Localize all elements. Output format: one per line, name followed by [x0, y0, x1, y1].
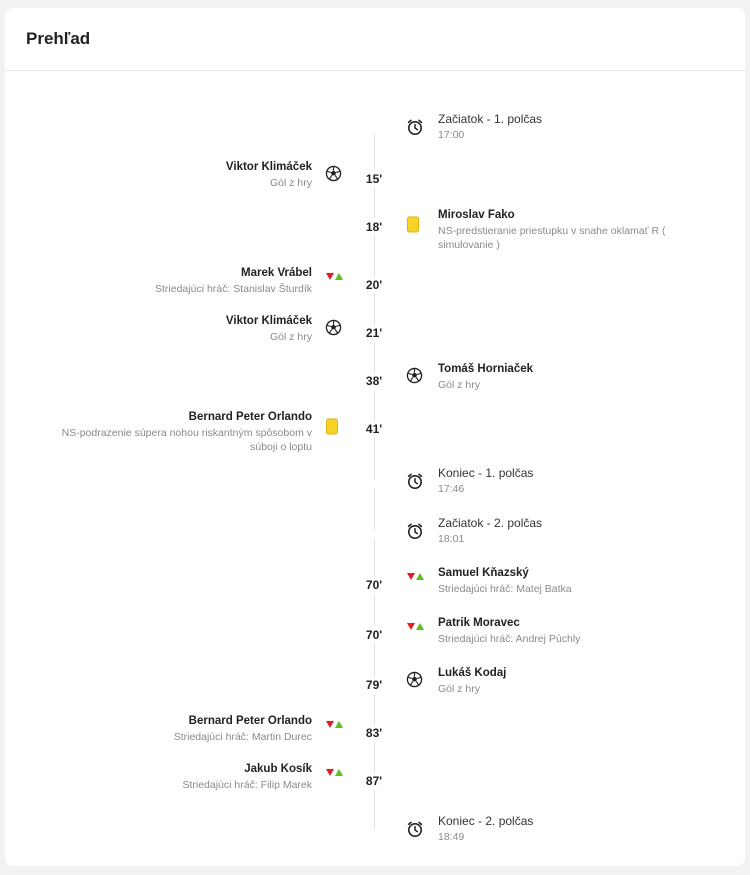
ball-icon: [325, 165, 343, 181]
player-name[interactable]: Miroslav Fako: [438, 209, 515, 221]
event-text: [182, 762, 312, 792]
event-minute: 41': [353, 420, 395, 438]
period-title: Koniec - 1. polčas: [438, 466, 534, 480]
event-text: [32, 410, 312, 454]
card-header: [5, 8, 745, 71]
yellow-card-icon: [406, 216, 424, 232]
event-text: [438, 616, 580, 646]
event-detail: Gól z hry: [438, 683, 481, 695]
event-minute: 83': [353, 724, 395, 742]
player-name[interactable]: Samuel Kňazský: [438, 567, 529, 579]
page-title: Prehľad: [26, 29, 91, 48]
substitution-icon: [406, 570, 424, 586]
event-text: [226, 160, 312, 190]
event-minute: 15': [353, 170, 395, 188]
player-name[interactable]: Viktor Klimáček: [225, 315, 312, 327]
player-name[interactable]: Patrik Moravec: [438, 617, 520, 629]
player-name[interactable]: Jakub Kosík: [244, 763, 312, 775]
yellow-event: [5, 208, 745, 251]
substitution-icon: [325, 270, 343, 286]
match-timeline: [5, 72, 745, 866]
event-text: [438, 362, 533, 392]
period-time: 18:01: [438, 533, 465, 545]
goal-event: [5, 666, 745, 706]
player-name[interactable]: Bernard Peter Orlando: [188, 715, 312, 727]
event-minute: 21': [353, 324, 395, 342]
event-detail: Gól z hry: [269, 331, 312, 343]
goal-event: [5, 362, 745, 402]
sub-event: [5, 566, 745, 606]
overview-card: [5, 8, 745, 866]
clock-icon: [406, 522, 424, 538]
player-name[interactable]: Bernard Peter Orlando: [188, 411, 312, 423]
event-detail: Striedajúci hráč: Filip Marek: [182, 779, 312, 791]
clock-icon: [406, 472, 424, 488]
period-event: [5, 814, 745, 854]
player-name[interactable]: Lukáš Kodaj: [438, 667, 507, 679]
yellow-card-icon: [325, 418, 343, 434]
event-detail: NS-podrazenie súpera nohou riskantným spôsobom v súboji o loptu: [61, 427, 312, 453]
yellow-event: [5, 410, 745, 453]
period-time: 18:49: [438, 831, 465, 843]
event-minute: 38': [353, 372, 395, 390]
period-event: [5, 516, 745, 556]
substitution-icon: [406, 620, 424, 636]
period-title: Začiatok - 1. polčas: [438, 112, 543, 126]
period-title: Koniec - 2. polčas: [438, 814, 534, 828]
sub-event: [5, 616, 745, 656]
period-title: Začiatok - 2. polčas: [438, 516, 543, 530]
event-text: [155, 266, 312, 296]
event-minute: 87': [353, 772, 395, 790]
event-detail: Striedajúci hráč: Matej Batka: [438, 583, 572, 595]
sub-event: [5, 266, 745, 306]
player-name[interactable]: Viktor Klimáček: [225, 161, 312, 173]
period-event: [5, 466, 745, 506]
event-text: [438, 466, 533, 496]
event-text: [438, 566, 572, 596]
event-detail: Striedajúci hráč: Martin Durec: [173, 731, 312, 743]
player-name[interactable]: Marek Vrábel: [241, 267, 312, 279]
substitution-icon: [325, 718, 343, 734]
event-minute: 79': [353, 676, 395, 694]
event-text: [226, 314, 312, 344]
ball-icon: [406, 671, 424, 687]
clock-icon: [406, 820, 424, 836]
clock-icon: [406, 118, 424, 134]
event-minute: 20': [353, 276, 395, 294]
event-text: [438, 208, 668, 252]
event-detail: NS-predstieranie priestupku v snahe oklamať R ( simulovanie ): [438, 225, 666, 251]
period-time: 17:46: [438, 483, 465, 495]
substitution-icon: [325, 766, 343, 782]
event-detail: Gól z hry: [269, 177, 312, 189]
player-name[interactable]: Tomáš Horniaček: [438, 363, 534, 375]
period-time: 17:00: [438, 129, 465, 141]
period-event: [5, 112, 745, 152]
goal-event: [5, 314, 745, 354]
event-text: [438, 112, 542, 142]
ball-icon: [325, 319, 343, 335]
ball-icon: [406, 367, 424, 383]
event-text: [438, 666, 506, 696]
event-minute: 70': [353, 626, 395, 644]
event-text: [438, 814, 533, 844]
goal-event: [5, 160, 745, 200]
event-minute: 18': [353, 218, 395, 236]
event-text: [174, 714, 312, 744]
sub-event: [5, 714, 745, 754]
event-minute: 70': [353, 576, 395, 594]
event-detail: Gól z hry: [438, 379, 481, 391]
event-detail: Striedajúci hráč: Andrej Púchly: [438, 633, 581, 645]
event-detail: Striedajúci hráč: Stanislav Šturdík: [155, 283, 312, 295]
event-text: [438, 516, 542, 546]
sub-event: [5, 762, 745, 802]
